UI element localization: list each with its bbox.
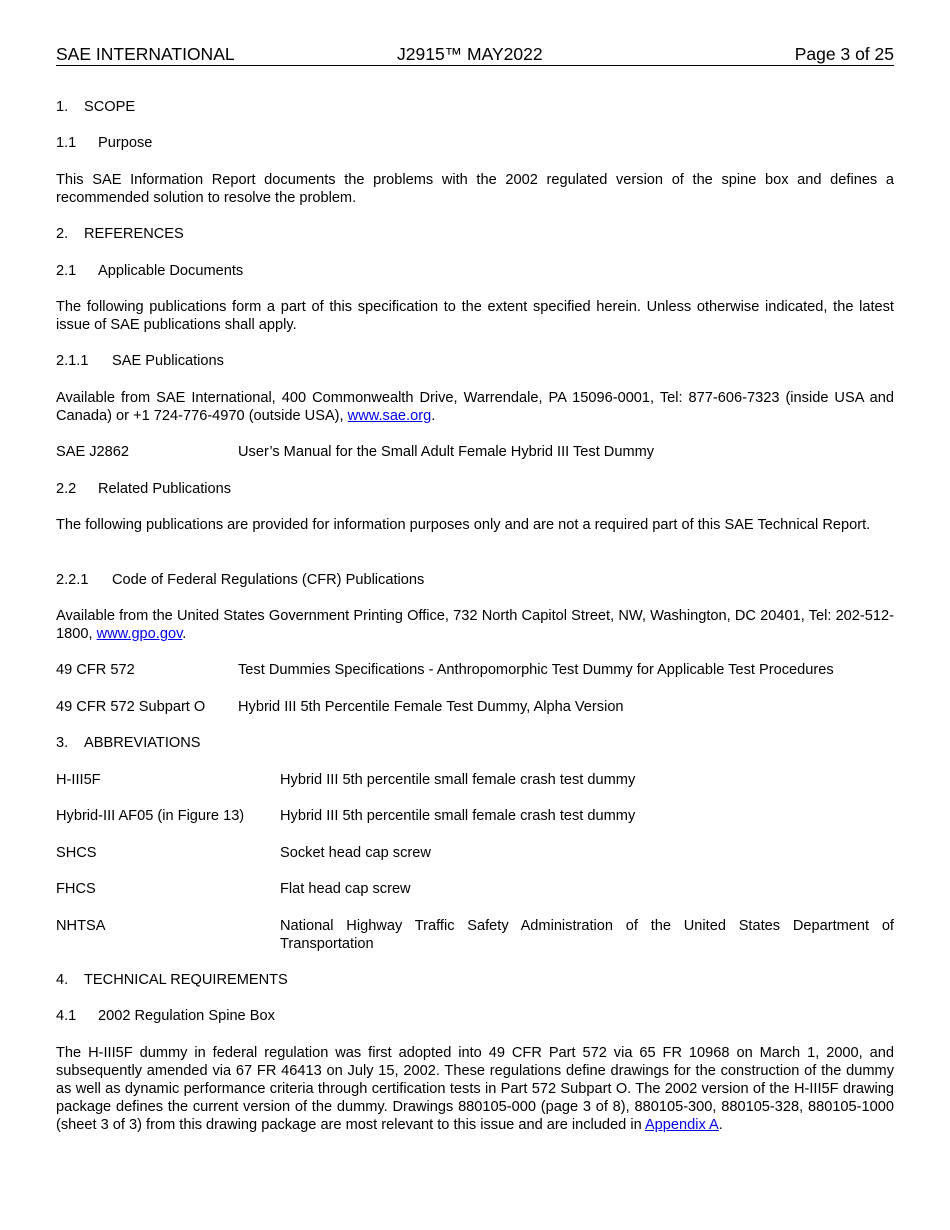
- abbreviation-row: [56, 880, 894, 916]
- section-heading-3: [56, 734, 894, 752]
- page-header: [56, 43, 894, 66]
- section-number: 2.2: [56, 481, 77, 497]
- paragraph-cfr-publications: [56, 607, 894, 643]
- paragraph-purpose: This SAE Information Report documents the problems with the 2002 regulated version of the spine box and defines a recommended solution to resolve the problem.: [56, 172, 894, 206]
- section-heading-4: [56, 971, 894, 989]
- section-title: Purpose: [98, 135, 153, 151]
- reference-code: 49 CFR 572: [56, 662, 135, 678]
- gpo-website-link[interactable]: www.gpo.gov: [96, 626, 183, 642]
- section-title: Related Publications: [98, 481, 232, 497]
- reference-code: 49 CFR 572 Subpart O: [56, 699, 206, 715]
- section-title: SCOPE: [84, 99, 136, 115]
- sae-website-link[interactable]: www.sae.org: [347, 408, 432, 424]
- header-doc-id: J2915™ MAY2022: [397, 44, 543, 64]
- paragraph-end: .: [718, 1117, 723, 1133]
- abbreviation-definition: National Highway Traffic Safety Administration of the United States Department of Transportation: [280, 918, 894, 952]
- abbreviation-definition: Hybrid III 5th percentile small female crash test dummy: [280, 772, 636, 788]
- reference-row: [56, 661, 894, 697]
- abbreviation-term: FHCS: [56, 881, 96, 897]
- paragraph-sae-publications: [56, 389, 894, 425]
- section-number: 4.1: [56, 1008, 77, 1024]
- section-title: Code of Federal Regulations (CFR) Publications: [112, 572, 425, 588]
- section-title: ABBREVIATIONS: [84, 735, 201, 751]
- section-heading-1-1: [56, 134, 894, 152]
- section-heading-2-1: [56, 262, 894, 280]
- abbreviation-term: SHCS: [56, 845, 97, 861]
- abbreviation-definition: Hybrid III 5th percentile small female crash test dummy: [280, 808, 636, 824]
- abbreviation-row: [56, 844, 894, 880]
- header-page-number: Page 3 of 25: [794, 44, 894, 64]
- section-number: 2.: [56, 226, 69, 242]
- paragraph-text: The H-III5F dummy in federal regulation was first adopted into 49 CFR Part 572 via 65 FR 10968 on March 1, 2000, and subsequently amended via 67 FR 46413 on July 15, 2002. These regulations define drawings for the construction of the dummy as well as dynamic performance criteria through certification tests in Part 572 Subpart O. The 2002 version of the H-III5F drawing package defines the current version of the dummy. Drawings 880105-000 (page 3 of 8), 880105-300, 880105-328, 880105-1000 (sheet 3 of 3) from this drawing package are most relevant to this issue and are included in: [56, 1045, 894, 1133]
- reference-row: [56, 698, 894, 734]
- paragraph-text: Available from SAE International, 400 Commonwealth Drive, Warrendale, PA 15096-0001, Tel: 877-606-7323 (inside USA and Canada) or +1 724-776-4970 (outside USA),: [56, 390, 894, 424]
- section-number: 3.: [56, 735, 69, 751]
- abbreviation-row: [56, 807, 894, 843]
- section-number: 1.: [56, 99, 69, 115]
- header-publisher: SAE INTERNATIONAL: [56, 44, 235, 64]
- paragraph-applicable-documents: The following publications form a part of this specification to the extent specified herein. Unless otherwise indicated, the latest issue of SAE publications shall apply.: [56, 299, 894, 333]
- reference-title: User’s Manual for the Small Adult Female Hybrid III Test Dummy: [238, 444, 655, 460]
- section-heading-1: [56, 98, 894, 116]
- reference-title: Test Dummies Specifications - Anthropomorphic Test Dummy for Applicable Test Procedures: [238, 662, 834, 678]
- reference-code: SAE J2862: [56, 444, 130, 460]
- section-heading-2-2-1: [56, 571, 894, 589]
- section-title: 2002 Regulation Spine Box: [98, 1008, 275, 1024]
- paragraph-related-publications: The following publications are provided for information purposes only and are not a required part of this SAE Technical Report.: [56, 517, 871, 533]
- section-number: 1.1: [56, 135, 77, 151]
- section-heading-4-1: [56, 1007, 894, 1025]
- section-number: 2.1.1: [56, 353, 89, 369]
- reference-title: Hybrid III 5th Percentile Female Test Dummy, Alpha Version: [238, 699, 624, 715]
- paragraph-text: Available from the United States Government Printing Office, 732 North Capitol Street, NW, Washington, DC 20401, Tel: 202-512-1800,: [56, 608, 894, 642]
- section-heading-2: [56, 225, 894, 243]
- abbreviation-row: [56, 917, 894, 953]
- section-heading-2-2: [56, 480, 894, 498]
- section-title: REFERENCES: [84, 226, 184, 242]
- section-number: 4.: [56, 972, 69, 988]
- abbreviation-term: NHTSA: [56, 918, 106, 934]
- section-number: 2.1: [56, 263, 77, 279]
- paragraph-spine-box: [56, 1044, 894, 1134]
- section-heading-2-1-1: [56, 352, 894, 370]
- abbreviation-row: [56, 771, 894, 807]
- paragraph-end: .: [182, 626, 187, 642]
- section-title: TECHNICAL REQUIREMENTS: [84, 972, 288, 988]
- appendix-a-link[interactable]: Appendix A: [644, 1117, 719, 1133]
- section-title: SAE Publications: [112, 353, 224, 369]
- abbreviation-definition: Flat head cap screw: [280, 881, 411, 897]
- abbreviation-term: Hybrid-III AF05 (in Figure 13): [56, 808, 245, 824]
- reference-row: [56, 443, 894, 479]
- paragraph-end: .: [431, 408, 436, 424]
- abbreviation-definition: Socket head cap screw: [280, 845, 431, 861]
- section-title: Applicable Documents: [98, 263, 244, 279]
- abbreviation-term: H-III5F: [56, 772, 101, 788]
- section-number: 2.2.1: [56, 572, 89, 588]
